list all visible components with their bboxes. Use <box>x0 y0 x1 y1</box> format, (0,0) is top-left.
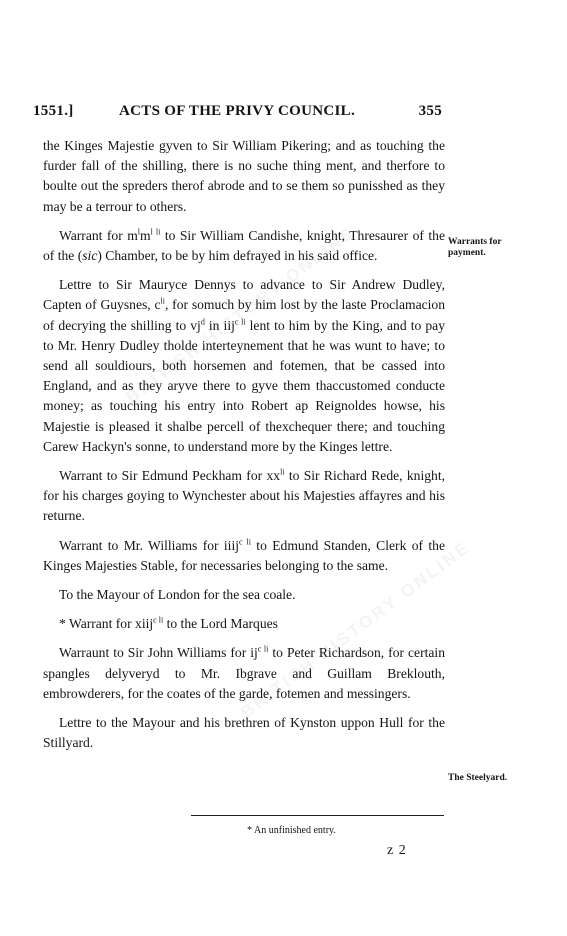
header-year: 1551.] <box>33 103 74 119</box>
paragraph: the Kinges Majestie gyven to Sir William Pikering; and as touching the furder fall of the shilling, there is no suche thing ment, and therfore to boulte out the spreders therof abrode and to se them so punisshed as they may be a terrour to others. <box>43 138 445 214</box>
paragraph: Lettre to Sir Mauryce Dennys to advance to Sir Andrew Dudley, Capten of Guysnes, $c^{li}$, for somuch by him lost by the laste Proclamacion of decrying the shilling to $vj^d$ in iij$^{c li}$ lent to him by the King, and to pay to Mr. Henry Dudley tholde interteynement that he was wunt to have; to send all souldiours, both horsemen and fotemen, that be cassed into England, and as they aryve there to gyve them thaccustomed conducte money; as touching his entry into Robert ap Reignoldes howse, his Majestie is pleased it shalbe percell of thexchequer there; and touching Carew Hackyn's sonne, to understand more by the Kinges lettre. <box>43 277 446 454</box>
superscript: c li <box>239 537 251 547</box>
paragraph: Warraunt to Sir John Williams for $ij^{c li}$ to Peter Richardson, for certain spangles delyveryd to Mr. Ibgrave and Guillam Breklouth, embrowderers, for the coates of the garde, fotemen and messingers. <box>43 644 445 701</box>
superscript: l <box>137 227 141 237</box>
superscript: li <box>160 296 165 306</box>
margin-note-steelyard: The Steelyard. <box>448 773 508 783</box>
paragraph: Lettre to the Mayour and his brethren of Kynston uppon Hull for the Stillyard. <box>43 715 445 751</box>
superscript: li <box>280 467 285 477</box>
footnote: * An unfinished entry. <box>247 825 336 836</box>
paragraph: * Warrant for xiij$^{c li}$ to the Lord Marques <box>59 615 278 632</box>
superscript: l li <box>150 227 161 237</box>
margin-note-warrants: Warrants for payment. <box>448 237 502 258</box>
italic-text: sic <box>82 248 98 264</box>
superscript: d <box>200 317 205 327</box>
superscript: c li <box>257 644 269 654</box>
signature-mark: z 2 <box>387 843 407 858</box>
paragraph: Warrant to Mr. Williams for iiij$^{c li}$ to Edmund Standen, Clerk of the Kinges Majesties Stable, for necessaries belonging to the same. <box>43 537 445 573</box>
superscript: c li <box>153 615 164 625</box>
paragraph: Warrant for $m^lm^{l li}$ to Sir William Candishe, knight, Thresaurer of the of the (sic) Chamber, to be by him defrayed in his said office. <box>43 227 445 264</box>
paragraph: To the Mayour of London for the sea coale. <box>59 587 296 603</box>
header-title: ACTS OF THE PRIVY COUNCIL. <box>119 103 356 119</box>
body-text <box>43 136 445 762</box>
superscript: c li <box>234 317 246 327</box>
page-number: 355 <box>418 103 442 119</box>
running-header <box>33 103 442 125</box>
paragraph: Warrant to Sir Edmund Peckham for $xx^{li}$ to Sir Richard Rede, knight, for his charges goying to Wynchester about his Majesties affayres and his returne. <box>43 467 445 524</box>
footnote-divider <box>191 815 444 816</box>
